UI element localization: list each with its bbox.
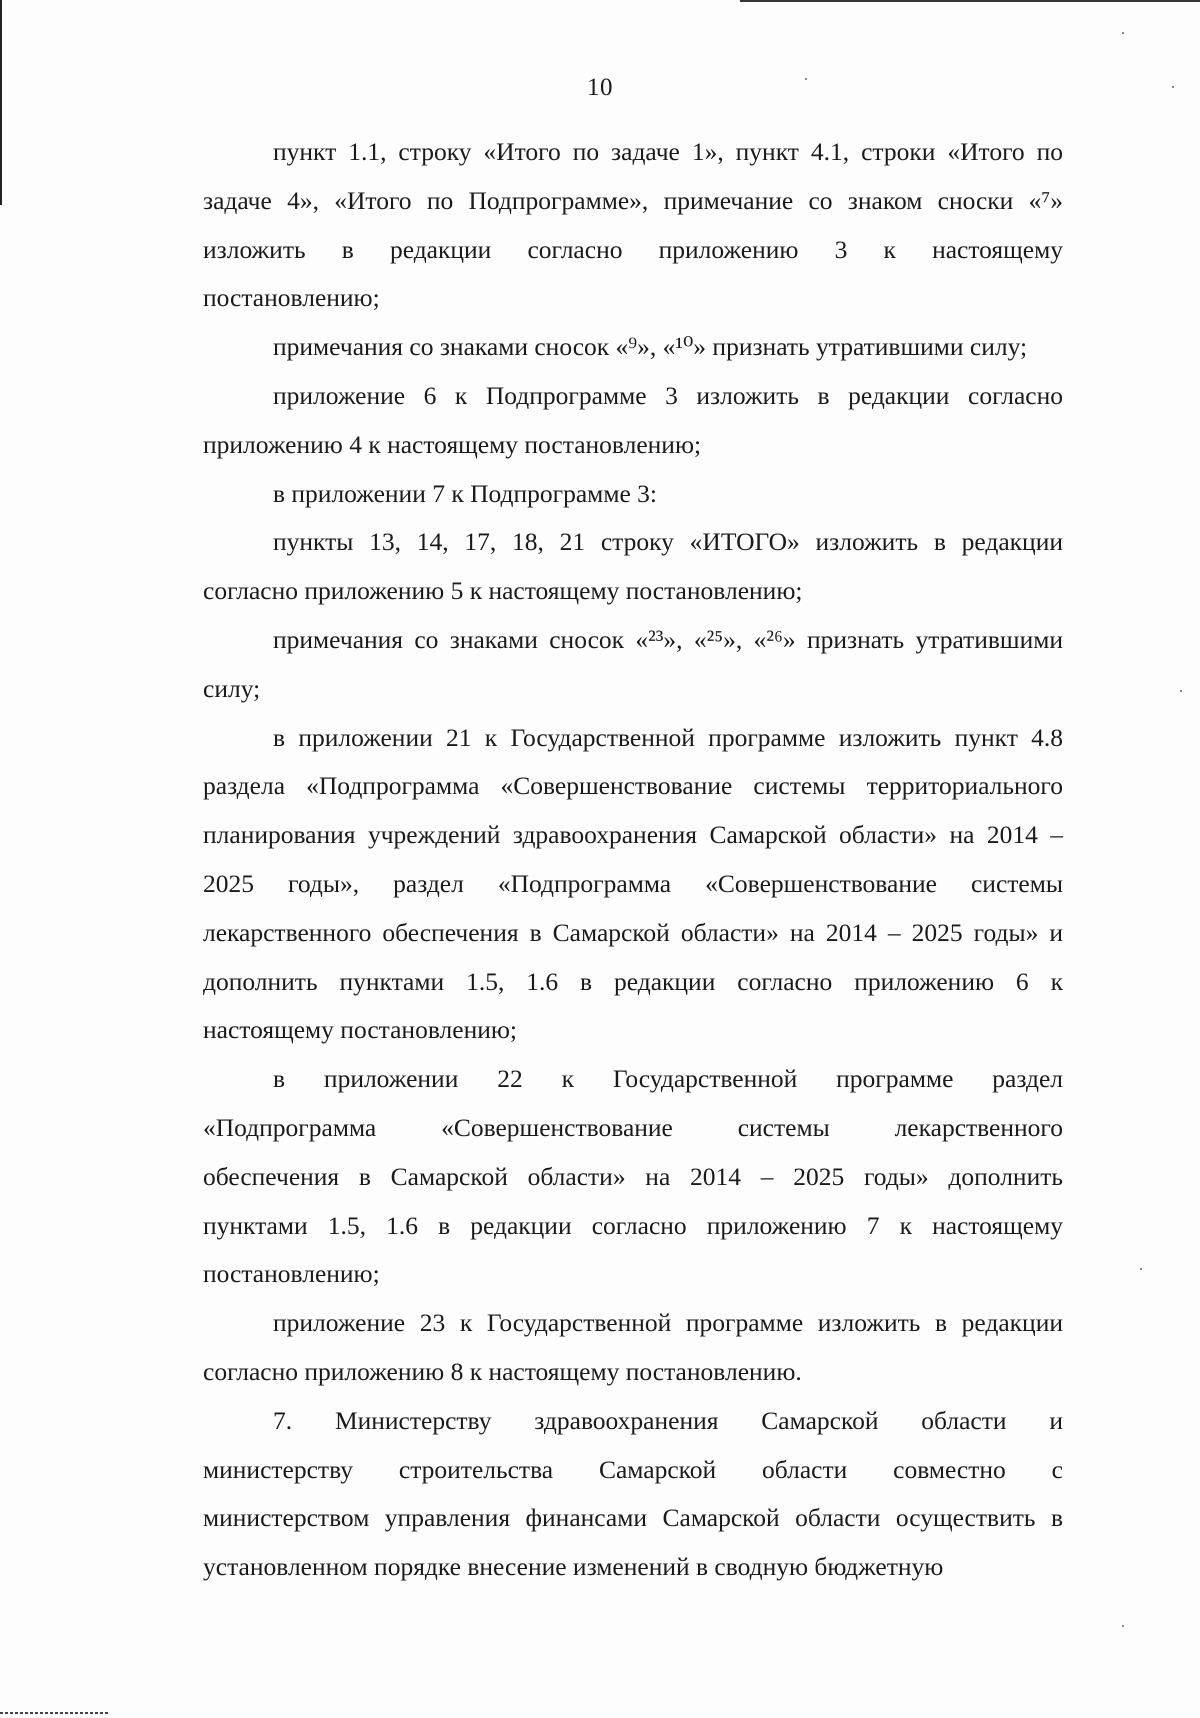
paragraph-line: постановлению; [203,283,380,313]
paragraph-line: приложение 23 к Государственной программе изложить в редакции [273,1308,1063,1338]
paragraph-line: в приложении 21 к Государственной программе изложить пункт 4.8 [273,722,1063,752]
scan-speck [1180,690,1182,692]
paragraph [133,1055,1063,1299]
scan-edge-top [740,0,1200,2]
paragraph-line: пункты 13, 14, 17, 18, 21 строку «ИТОГО» изложить в редакции [273,527,1063,557]
paragraph-line: приложение 6 к Подпрограмме 3 изложить в редакции согласно [273,380,1063,410]
scan-speck [1122,32,1124,34]
paragraph [133,128,1063,323]
paragraph-line: 7. Министерству здравоохранения Самарской области и [273,1405,1063,1435]
paragraph [133,1397,1063,1592]
paragraph-line: примечания со знаками сносок «⁹», «¹⁰» признать утратившими силу; [273,332,1028,362]
paragraph [133,616,1063,714]
scan-speck [1140,1268,1142,1270]
paragraph-line: планирования учреждений здравоохранения Самарской области» на 2014 – [203,820,1063,850]
paragraph-line: дополнить пунктами 1.5, 1.6 в редакции согласно приложению 6 к [203,966,1063,996]
paragraph [133,714,1063,1056]
paragraph-line: задаче 4», «Итого по Подпрограмме», примечание со знаком сноски «⁷» [203,185,1063,215]
paragraph [133,372,1063,470]
paragraph-line: министерству строительства Самарской области совместно с [203,1454,1063,1484]
document-body [133,128,1063,1592]
scan-edge-bottom [0,1712,110,1714]
paragraph [133,470,1063,519]
paragraph-line: пунктами 1.5, 1.6 в редакции согласно приложению 7 к настоящему [203,1210,1063,1240]
paragraph-line: обеспечения в Самарской области» на 2014 – 2025 годы» дополнить [203,1161,1063,1191]
paragraph-line: министерством управления финансами Самарской области осуществить в [203,1503,1063,1533]
paragraph [133,518,1063,616]
paragraph-line: установленном порядке внесение изменений в сводную бюджетную [203,1552,944,1582]
paragraph-line: силу; [203,673,261,703]
paragraph-line: в приложении 7 к Подпрограмме 3: [273,478,657,508]
scan-speck [1122,1625,1124,1627]
paragraph-line: постановлению; [203,1259,380,1289]
paragraph [133,323,1063,372]
paragraph-line: раздела «Подпрограмма «Совершенствование системы территориального [203,771,1063,801]
paragraph [133,1299,1063,1397]
paragraph-line: лекарственного обеспечения в Самарской области» на 2014 – 2025 годы» и [203,917,1063,947]
paragraph-line: согласно приложению 5 к настоящему постановлению; [203,576,803,606]
paragraph-line: согласно приложению 8 к настоящему постановлению. [203,1356,802,1386]
scan-edge-left [0,0,2,205]
paragraph-line: «Подпрограмма «Совершенствование системы лекарственного [203,1112,1063,1142]
paragraph-line: 2025 годы», раздел «Подпрограмма «Совершенствование системы [203,868,1063,898]
paragraph-line: настоящему постановлению; [203,1015,517,1045]
page-number: 10 [587,74,613,101]
paragraph-line: пункт 1.1, строку «Итого по задаче 1», пункт 4.1, строки «Итого по [273,137,1063,166]
paragraph-line: изложить в редакции согласно приложению 3 к настоящему [203,234,1063,264]
paragraph-line: в приложении 22 к Государственной программе раздел [273,1064,1063,1094]
paragraph-line: приложению 4 к настоящему постановлению; [203,429,702,459]
paragraph-line: примечания со знаками сносок «²³», «²⁵», «²⁶» признать утратившими [273,624,1063,654]
